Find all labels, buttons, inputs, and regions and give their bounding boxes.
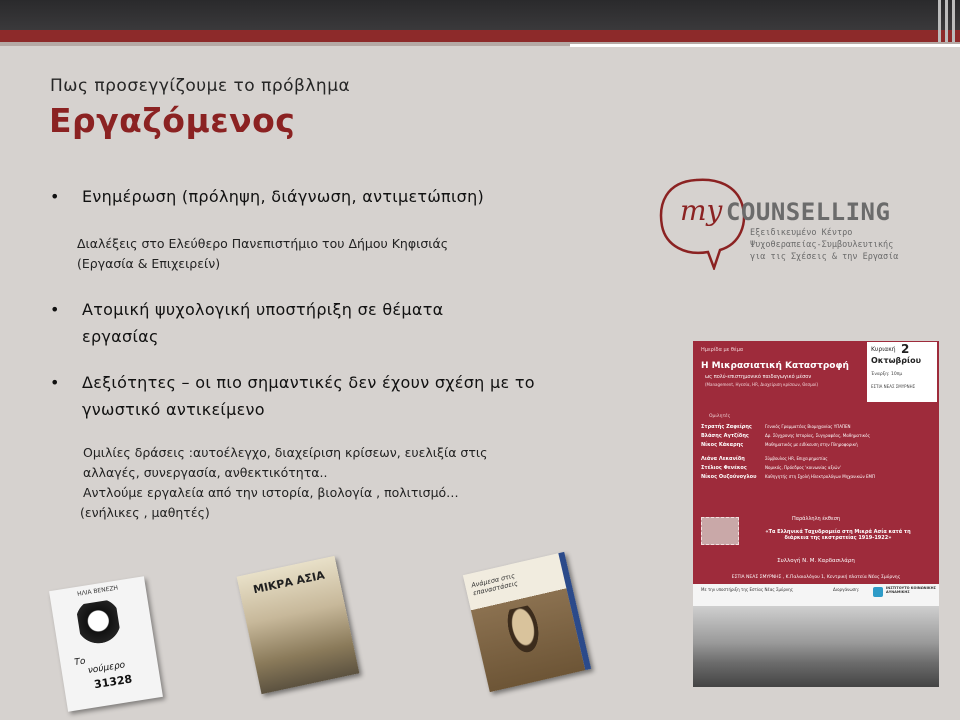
book1-title-b: νούμερο	[87, 660, 126, 677]
logo-brand-my: my	[680, 194, 723, 227]
speaker-name: Στρατής Ζαφείρης	[701, 424, 752, 430]
bullet-marker: •	[50, 373, 60, 392]
sub-item-1	[77, 234, 448, 274]
logo-tagline-3: για τις Σχέσεις & την Εργασία	[750, 252, 899, 262]
bullet-marker: •	[50, 300, 60, 319]
poster-date-start: Έναρξη: 10πμ	[871, 372, 903, 377]
book2-title: ΜΙΚΡΑ ΑΣΙΑ	[252, 568, 326, 597]
speaker-name: Βλάσης Αγτζίδης	[701, 433, 749, 439]
speaker-role: Μαθηματικός με ειδίκευση στην Πληροφορική	[765, 442, 858, 447]
institute-logo-icon	[873, 587, 883, 597]
book3-title: Ανάμεσα στις επαναστάσεις	[470, 571, 519, 598]
poster-venue: ΕΣΤΙΑ ΝΕΑΣ ΣΜΥΡΝΗΣ , Κ.Παλαιολόγου 1, Κεντρική πλατεία Νέας Σμύρνης	[731, 575, 901, 580]
poster-date-day: Κυριακή	[871, 346, 896, 353]
poster-date-num: 2	[901, 342, 910, 356]
sub-line: Ομιλίες δράσεις :αυτοέλεγχο, διαχείριση κρίσεων, ευελιξία στις	[83, 445, 488, 460]
sub-line: (ενήλικες , μαθητές)	[80, 505, 210, 520]
red-band	[0, 30, 960, 42]
poster-subtitle-2: (Management, Ηγεσία, HR, Διαχείριση κρίσεων, Θεσμοί)	[705, 382, 819, 387]
poster-speakers	[701, 424, 937, 483]
speaker-name: Στέλιος Φενέκος	[701, 465, 747, 471]
book1-title-a: Το	[73, 656, 87, 669]
speaker-row	[701, 442, 937, 456]
poster-speakers-label: Ομιλητές	[709, 414, 731, 419]
poster-header: Ημερίδα με θέμα	[701, 347, 744, 353]
speaker-name: Νίκος Ουζούνογλου	[701, 474, 757, 480]
speaker-name: Νίκος Κάκαρης	[701, 442, 744, 448]
book1-title-c: 31328	[93, 672, 134, 692]
white-strip	[570, 44, 960, 47]
sub-line: Αντλούμε εργαλεία από την ιστορία, βιολογία , πολιτισμό…	[83, 485, 459, 500]
poster-date-box	[867, 342, 937, 402]
slide-title: Εργαζόμενος	[49, 101, 296, 140]
book1-author: ΗΛΙΑ ΒΕΝΕΖΗ	[76, 584, 119, 598]
poster-exhibit: «Τα Ελληνικά Ταχυδρομεία στη Μικρά Ασία κατά τη διάρκεια της εκστρατείας 1919-1922»	[765, 529, 911, 541]
speaker-role: Δρ. Σύγχρονης Ιστορίας, Συγγραφέας, Μαθηματικός	[765, 433, 870, 438]
speaker-name: Λιάνα Λεκανίδη	[701, 456, 745, 462]
poster-footer	[693, 584, 939, 606]
top-bar	[0, 0, 960, 30]
poster-parallel: Παράλληλη έκθεση	[791, 516, 841, 522]
book-cover-between-revolutions	[463, 552, 591, 692]
speaker-row	[701, 424, 937, 433]
sub-line: Διαλέξεις στο Ελεύθερο Πανεπιστήμιο του Δήμου Κηφισιάς	[77, 236, 449, 251]
poster-date-place: ΕΣΤΙΑ ΝΕΑΣ ΣΜΥΡΝΗΣ	[871, 384, 916, 389]
speaker-role: Σύμβουλος HR, Επιχειρηματίας	[765, 456, 828, 461]
poster-sponsor-label: Με την υποστήριξη της Εστίας Νέας Σμύρνης	[701, 587, 794, 592]
poster-organizer-label: Διοργάνωση:	[833, 587, 860, 592]
speaker-role: Καθηγητής στη Σχολή Ηλεκτρολόγων Μηχανικών ΕΜΠ	[765, 474, 875, 479]
poster-date-month: Οκτωβρίου	[871, 356, 922, 365]
speaker-row	[701, 433, 937, 442]
poster-institute: ΙΝΣΤΙΤΟΥΤΟ ΚΟΙΝΩΝΙΚΗΣ ΔΥΝΑΜΙΚΗΣ	[886, 586, 936, 594]
bullet-text: Ενημέρωση (πρόληψη, διάγνωση, αντιμετώπιση)	[82, 187, 485, 206]
speaker-role: Νομικός, Πρόεδρος 'κοινωνίας αξιών'	[765, 465, 841, 470]
speaker-row	[701, 456, 937, 465]
speaker-row	[701, 474, 937, 483]
speaker-role: Γενικός Γραμματέας Βιομηχανίας ΥΠΑΠΕΝ	[765, 424, 851, 429]
logo-brand-counselling: COUNSELLING	[726, 198, 891, 226]
event-poster	[693, 341, 939, 687]
poster-photo	[693, 606, 939, 687]
book-cover-number-31328	[49, 576, 163, 712]
corner-decoration	[936, 0, 956, 42]
book3-portrait	[502, 604, 546, 660]
poster-title: Η Μικρασιατική Καταστροφή	[701, 361, 849, 371]
poster-subtitle: ως πολύ-επιστημονικό παιδαγωγικό μέσον	[705, 374, 812, 380]
bullet-text: Ατομική ψυχολογική υποστήριξη σε θέματα εργασίας	[82, 300, 444, 346]
speaker-row	[701, 465, 937, 474]
bullet-text: Δεξιότητες – οι πιο σημαντικές δεν έχουν σχέση με το γνωστικό αντικείμενο	[82, 373, 535, 419]
book-cover-mikra-asia	[237, 556, 360, 694]
sub-item-3	[80, 443, 488, 523]
slide-subtitle: Πως προσεγγίζουμε το πρόβλημα	[50, 76, 351, 96]
my-counselling-logo	[656, 174, 906, 270]
sub-line: αλλαγές, συνεργασία, ανθεκτικότητα..	[83, 465, 328, 480]
book1-portrait	[76, 599, 123, 655]
sub-line: (Εργασία & Επιχειρείν)	[77, 256, 221, 271]
bullet-marker: •	[50, 187, 60, 206]
poster-collection: Συλλογή Ν. Μ. Καρδασιλάρη	[777, 558, 855, 564]
logo-tagline-1: Εξειδικευμένο Κέντρο	[750, 228, 853, 238]
logo-tagline-2: Ψυχοθεραπείας-Συμβουλευτικής	[750, 240, 894, 250]
